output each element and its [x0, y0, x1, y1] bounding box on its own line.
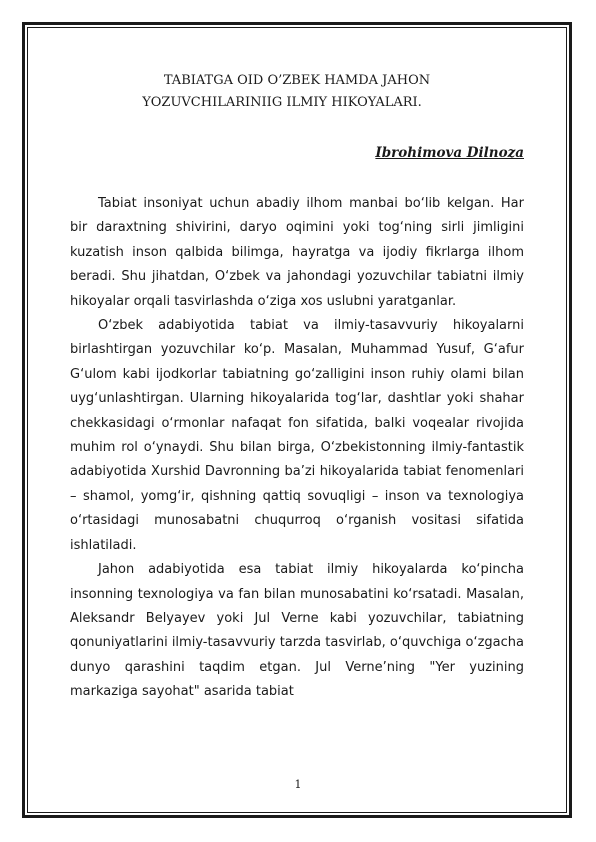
- paragraph-2: O‘zbek adabiyotida tabiat va ilmiy-tasavvuriy hikoyalarni birlashtirgan yozuvchilar ko‘p. Masalan, Muhammad Yusuf, G‘afur G‘ulom kabi ijodkorlar tabiatning go‘zalligini inson ruhiy olami bilan uyg‘unlashtirgan. Ularning hikoyalarida tog‘lar, dashtlar yoki shahar chekkasidagi o‘rmonlar nafaqat fon sifatida, balki voqealar rivojida muhim rol o‘ynaydi. Shu bilan birga, O‘zbekistonning ilmiy-fantastik adabiyotida Xurshid Davronning ba’zi hikoyalarida tabiat fenomenlari – shamol, yomg‘ir, qishning qattiq sovuqligi – inson va texnologiya o‘rtasidagi munosabatni chuqurroq o‘rganish vositasi sifatida ishlatiladi.: [70, 318, 524, 553]
- title-line-1: TABIATGA OID O’ZBEK HAMDA JAHON: [163, 73, 431, 88]
- paragraph-3: Jahon adabiyotida esa tabiat ilmiy hikoyalarda ko‘pincha insonning texnologiya va fan bilan munosabatini ko‘rsatadi. Masalan, Aleksandr Belyayev yoki Jul Verne kabi yozuvchilar, tabiatning qonuniyatlarini ilmiy-tasavvuriy tarzda tasvirlab, o‘quvchiga o‘zgacha dunyo qarashini taqdim etgan. Jul Verne’ning "Yer yuzining markaziga sayohat" asarida tabiat: [70, 562, 524, 700]
- author-name: Ibrohimova Dilnoza: [375, 145, 524, 161]
- page-number: 1: [294, 778, 302, 791]
- document-title: [70, 70, 524, 114]
- title-line-2: YOZUVCHILARINIIG ILMIY HIKOYALARI.: [142, 95, 422, 110]
- body-text: [70, 192, 524, 705]
- paragraph-1: Tabiat insoniyat uchun abadiy ilhom manbai bo‘lib kelgan. Har bir daraxtning shivirini, daryo oqimini yoki tog‘ning sirli jimligini kuzatish inson qalbida bilimga, hayratga va ijodiy fikrlarga ilhom beradi. Shu jihatdan, O‘zbek va jahondagi yozuvchilar tabiatni ilmiy hikoyalar orqali tasvirlashda o‘ziga xos uslubni yaratganlar.: [70, 196, 524, 309]
